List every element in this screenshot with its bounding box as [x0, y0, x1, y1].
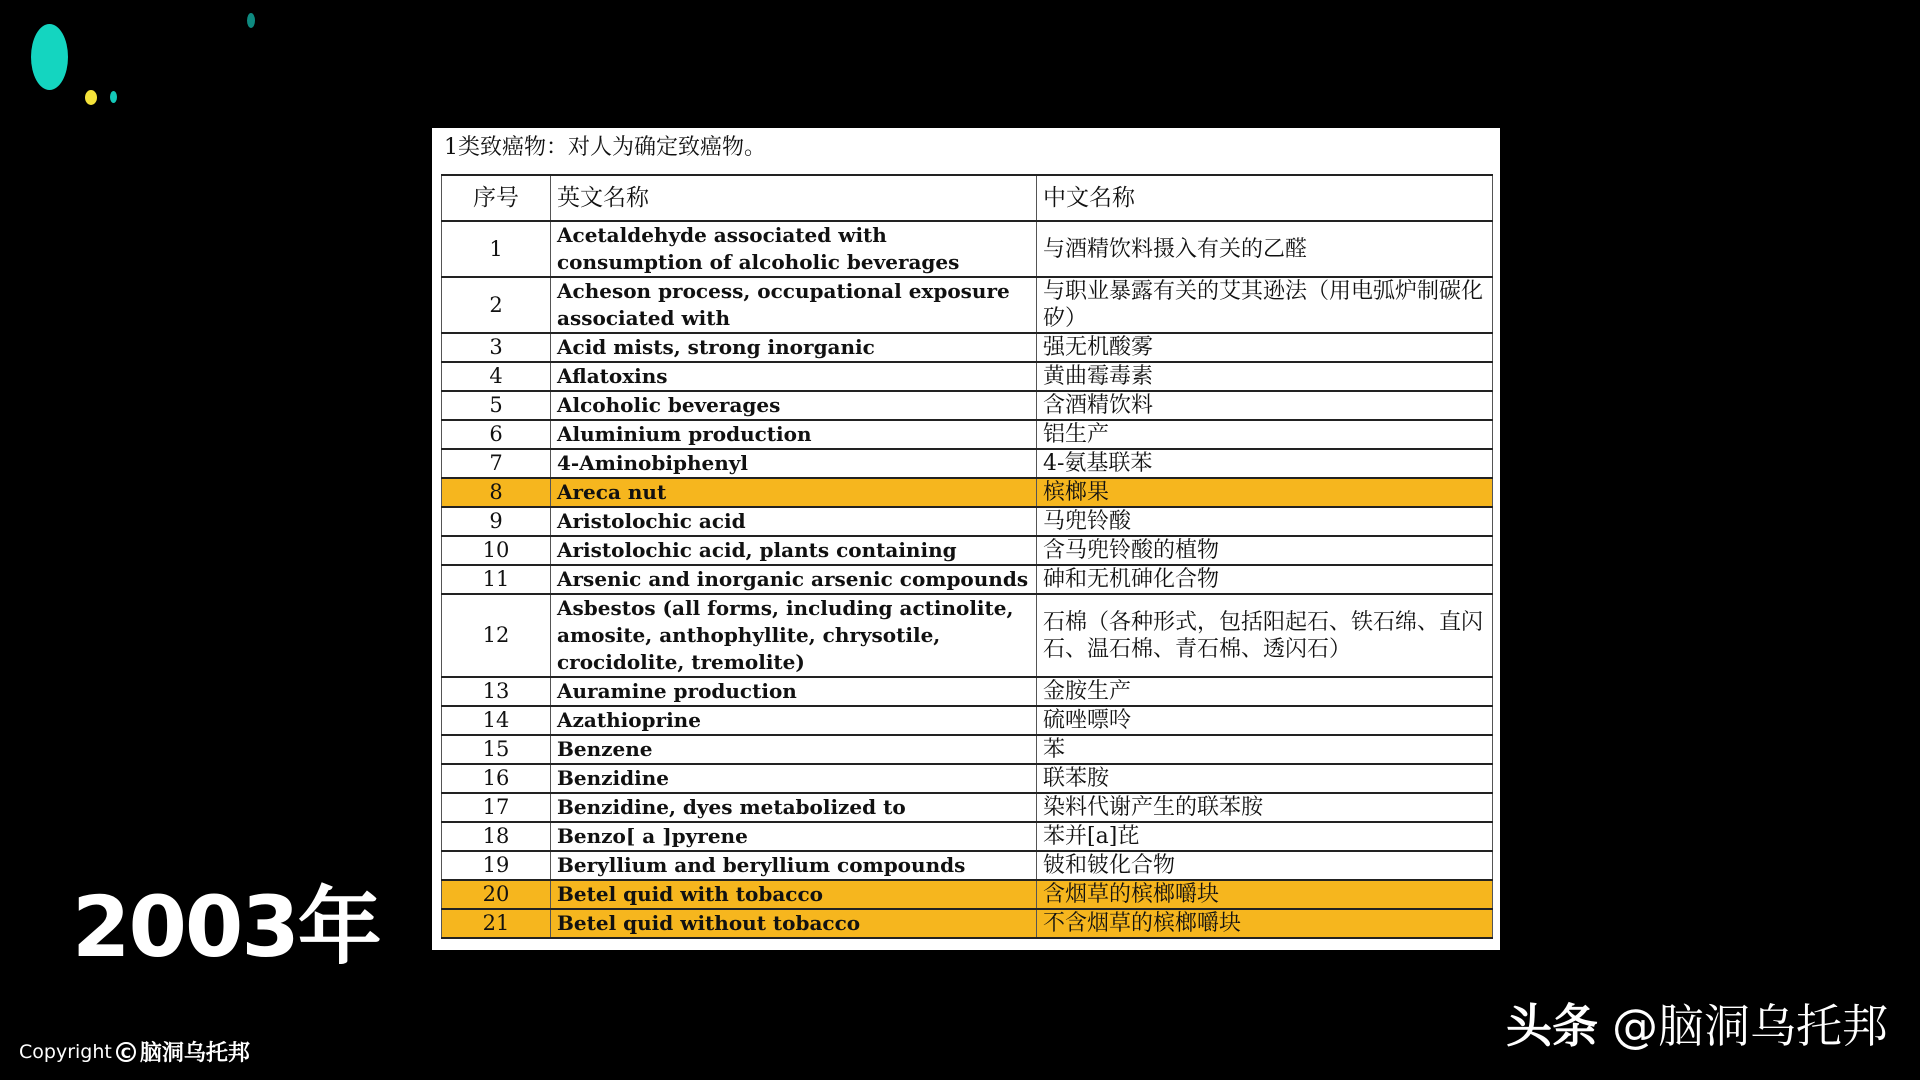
row-number: 18	[442, 822, 551, 851]
table-row	[442, 478, 1493, 507]
row-chinese-name: 马兜铃酸	[1037, 507, 1493, 536]
row-chinese-name: 槟榔果	[1037, 478, 1493, 507]
table-row	[442, 362, 1493, 391]
row-number: 8	[442, 478, 551, 507]
carcinogen-table	[441, 174, 1493, 939]
row-english-name: Areca nut	[551, 478, 1037, 507]
table-row	[442, 909, 1493, 938]
row-english-name: Aluminium production	[551, 420, 1037, 449]
row-english-name: Arsenic and inorganic arsenic compounds	[551, 565, 1037, 594]
table-row	[442, 880, 1493, 909]
copyright-notice	[19, 1036, 250, 1067]
row-chinese-name: 硫唑嘌呤	[1037, 706, 1493, 735]
row-number: 6	[442, 420, 551, 449]
row-chinese-name: 联苯胺	[1037, 764, 1493, 793]
row-number: 7	[442, 449, 551, 478]
column-header-english: 英文名称	[551, 175, 1037, 221]
row-number: 9	[442, 507, 551, 536]
copyright-prefix: Copyright	[19, 1040, 112, 1063]
row-number: 5	[442, 391, 551, 420]
table-row	[442, 706, 1493, 735]
row-english-name: Asbestos (all forms, including actinolite, amosite, anthophyllite, chrysotile, crocidolite, tremolite)	[551, 594, 1037, 677]
column-header-chinese: 中文名称	[1037, 175, 1493, 221]
row-chinese-name: 砷和无机砷化合物	[1037, 565, 1493, 594]
row-number: 19	[442, 851, 551, 880]
row-number: 3	[442, 333, 551, 362]
row-english-name: Acid mists, strong inorganic	[551, 333, 1037, 362]
row-number: 21	[442, 909, 551, 938]
row-number: 14	[442, 706, 551, 735]
table-row	[442, 449, 1493, 478]
table-row	[442, 277, 1493, 333]
row-english-name: Aristolochic acid	[551, 507, 1037, 536]
row-english-name: Benzene	[551, 735, 1037, 764]
row-english-name: Azathioprine	[551, 706, 1037, 735]
row-chinese-name: 苯	[1037, 735, 1493, 764]
copyright-icon: C	[116, 1042, 136, 1062]
row-english-name: Auramine production	[551, 677, 1037, 706]
table-row	[442, 221, 1493, 277]
decorative-dot-large	[31, 24, 68, 90]
table-row	[442, 822, 1493, 851]
table-row	[442, 391, 1493, 420]
row-english-name: Benzidine, dyes metabolized to	[551, 793, 1037, 822]
row-chinese-name: 4-氨基联苯	[1037, 449, 1493, 478]
table-body	[442, 221, 1493, 938]
row-chinese-name: 石棉（各种形式，包括阳起石、铁石绵、直闪石、温石棉、青石棉、透闪石）	[1037, 594, 1493, 677]
watermark-platform: 头条	[1506, 999, 1598, 1053]
watermark-handle: @脑洞乌托邦	[1612, 999, 1888, 1053]
table-heading: 1类致癌物：对人为确定致癌物。	[444, 135, 766, 160]
row-chinese-name: 染料代谢产生的联苯胺	[1037, 793, 1493, 822]
table-row	[442, 333, 1493, 362]
decorative-dot-top	[247, 13, 255, 28]
row-chinese-name: 铍和铍化合物	[1037, 851, 1493, 880]
row-number: 10	[442, 536, 551, 565]
table-row	[442, 764, 1493, 793]
table-row	[442, 735, 1493, 764]
row-english-name: Alcoholic beverages	[551, 391, 1037, 420]
table-row	[442, 536, 1493, 565]
row-english-name: Betel quid without tobacco	[551, 909, 1037, 938]
row-chinese-name: 不含烟草的槟榔嚼块	[1037, 909, 1493, 938]
row-chinese-name: 黄曲霉毒素	[1037, 362, 1493, 391]
table-row	[442, 594, 1493, 677]
row-chinese-name: 含烟草的槟榔嚼块	[1037, 880, 1493, 909]
row-chinese-name: 金胺生产	[1037, 677, 1493, 706]
row-chinese-name: 含酒精饮料	[1037, 391, 1493, 420]
row-english-name: 4-Aminobiphenyl	[551, 449, 1037, 478]
year-label: 2003年	[72, 878, 380, 976]
row-english-name: Acheson process, occupational exposure associated with	[551, 277, 1037, 333]
row-english-name: Benzo[ a ]pyrene	[551, 822, 1037, 851]
table-row	[442, 507, 1493, 536]
row-number: 15	[442, 735, 551, 764]
row-english-name: Aristolochic acid, plants containing	[551, 536, 1037, 565]
table-row	[442, 420, 1493, 449]
row-number: 1	[442, 221, 551, 277]
row-number: 12	[442, 594, 551, 677]
table-row	[442, 565, 1493, 594]
row-number: 11	[442, 565, 551, 594]
row-number: 4	[442, 362, 551, 391]
table-header-row	[442, 175, 1493, 221]
row-english-name: Benzidine	[551, 764, 1037, 793]
row-english-name: Beryllium and beryllium compounds	[551, 851, 1037, 880]
row-chinese-name: 含马兜铃酸的植物	[1037, 536, 1493, 565]
table-row	[442, 677, 1493, 706]
row-number: 2	[442, 277, 551, 333]
row-number: 13	[442, 677, 551, 706]
row-english-name: Aflatoxins	[551, 362, 1037, 391]
row-chinese-name: 强无机酸雾	[1037, 333, 1493, 362]
table-row	[442, 851, 1493, 880]
row-chinese-name: 与酒精饮料摄入有关的乙醛	[1037, 221, 1493, 277]
carcinogen-table-image	[432, 128, 1500, 950]
row-chinese-name: 苯并[a]芘	[1037, 822, 1493, 851]
table-row	[442, 793, 1493, 822]
decorative-dot-yellow	[85, 90, 97, 105]
row-chinese-name: 铝生产	[1037, 420, 1493, 449]
copyright-brand: 脑洞乌托邦	[139, 1041, 250, 1066]
row-english-name: Acetaldehyde associated with consumption of alcoholic beverages	[551, 221, 1037, 277]
row-number: 16	[442, 764, 551, 793]
row-english-name: Betel quid with tobacco	[551, 880, 1037, 909]
row-number: 17	[442, 793, 551, 822]
watermark	[1506, 990, 1888, 1056]
row-chinese-name: 与职业暴露有关的艾其逊法（用电弧炉制碳化矽）	[1037, 277, 1493, 333]
decorative-dot-small	[110, 91, 117, 103]
row-number: 20	[442, 880, 551, 909]
column-header-number: 序号	[442, 175, 551, 221]
